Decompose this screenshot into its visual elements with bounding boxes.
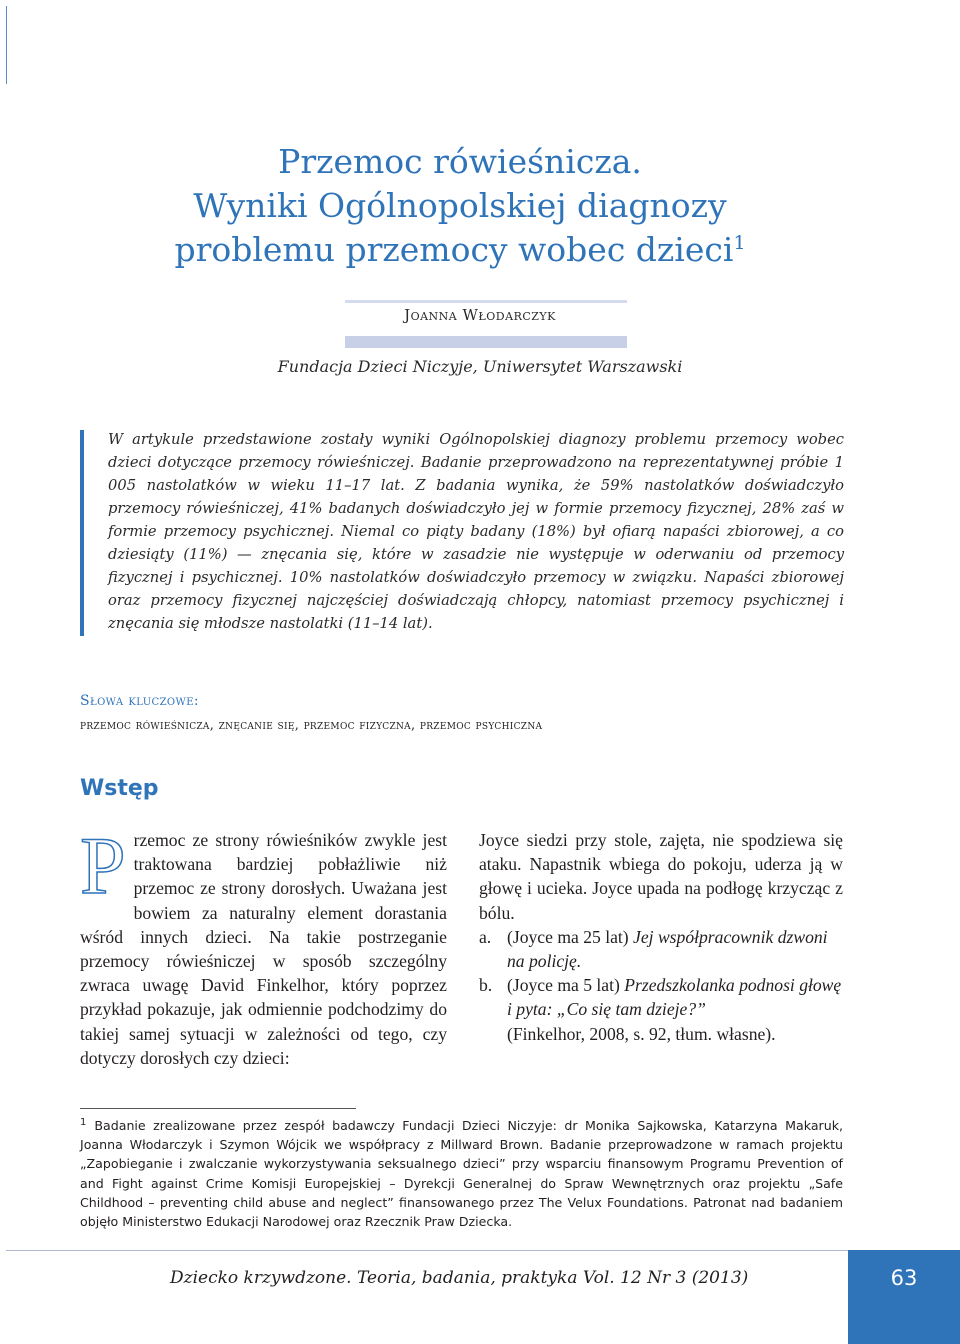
title-line-3: [0, 228, 920, 272]
quote-intro: Joyce siedzi przy stole, zajęta, nie spodziewa się ataku. Napastnik wbiega do pokoju, uderza ją w głowę i ucieka. Joyce upada na podłogę krzycząc z bólu.: [479, 830, 843, 923]
quote-item-b-text: [507, 973, 843, 1021]
quote-item-a: [479, 925, 843, 973]
page-number: 63: [890, 1266, 918, 1290]
quote-item-b: [479, 973, 843, 1021]
decorative-rule-thin: [345, 300, 627, 303]
drop-cap: P: [80, 820, 126, 911]
footer-rule: [6, 1250, 960, 1251]
title-footnote-ref: 1: [733, 232, 746, 254]
footnote-rule: [80, 1108, 356, 1109]
footnote-text: Badanie zrealizowane przez zespół badawczy Fundacji Dzieci Niczyje: dr Monika Sajkowska, Katarzyna Makaruk, Joanna Włodarczyk i Szymon Wójcik we współpracy z Millward Brown. Badanie przeprowadzone w ramach projektu „Zapobieganie i zwalczanie wykorzystywania seksualnego dzieci” przy wsparciu finansowym Programu Prevention of and Fight against Crime Komisji Europejskiej – Dyrekcji Generalnej do Spraw Wewnętrznych oraz projektu „Safe Childhood – preventing child abuse and neglect” finansowanego przez The Velux Foundations. Patronat nad badaniem objęło Ministerstwo Edukacji Narodowej oraz Rzecznik Praw Dziecka.: [80, 1118, 843, 1230]
footnote-number: 1: [80, 1116, 87, 1128]
abstract-accent-bar: [80, 430, 84, 636]
quote-item-a-text: [507, 925, 843, 973]
keywords-label: Słowa kluczowe:: [80, 693, 200, 709]
quote-item-a-italic: Jej współpracownik dzwoni na policję.: [507, 926, 828, 972]
journal-name: Dziecko krzywdzone. Teoria, badania, praktyka Vol. 12 Nr 3 (2013): [170, 1268, 749, 1288]
keywords-list: przemoc rówieśnicza, znęcanie się, przemoc fizyczna, przemoc psychiczna: [80, 718, 543, 733]
quote-item-b-label: b.: [479, 975, 493, 996]
article-title: [0, 140, 920, 272]
quote-item-b-prefix: (Joyce ma 5 lat): [507, 975, 625, 996]
author-name: Joanna Włodarczyk: [404, 306, 556, 324]
page-number-box: [848, 1250, 960, 1344]
title-line-2: Wyniki Ogólnopolskiej diagnozy: [193, 186, 727, 225]
decorative-rule-thick: [345, 336, 627, 348]
quote-citation: (Finkelhor, 2008, s. 92, tłum. własne).: [507, 1023, 776, 1044]
author-affiliation: Fundacja Dzieci Niczyje, Uniwersytet Warszawski: [277, 357, 683, 376]
title-line-1: Przemoc rówieśnicza.: [278, 142, 642, 181]
quote-item-b-italic: Przedszkolanka podnosi głowę i pyta: „Co się tam dzieje?”: [507, 975, 842, 1020]
abstract-text: W artykule przedstawione zostały wyniki Ogólnopolskiej diagnozy problemu przemocy wobec dzieci dotyczące przemocy rówieśniczej. Badanie przeprowadzono na reprezentatywnej próbie 1 005 nastolatków w wieku 11–17 lat. Z badania wynika, że 59% nastolatków doświadczyło przemocy rówieśniczej, 41% badanych doświadczyło jej w formie przemocy fizycznej, 28% zaś w formie przemocy psychicznej. Niemal co piąty badany (18%) był ofiarą napaści zbiorowej, a co dziesiąty (11%) — znęcania się, które w zasadzie nie występuje w oderwaniu od przemocy fizycznej i psychicznej. 10% nastolatków doświadczyło przemocy w związku. Napaści zbiorowej oraz przemocy fizycznej najczęściej doświadczają chłopcy, natomiast przemocy psychicznej i znęcania się młodsze nastolatki (11–14 lat).: [108, 431, 844, 632]
intro-paragraph: [80, 820, 447, 1070]
quote-item-a-prefix: (Joyce ma 25 lat): [507, 926, 634, 947]
intro-paragraph-text: rzemoc ze strony rówieśników zwykle jest traktowana bardziej pobłażliwie niż przemoc ze strony dorosłych. Uważana jest bowiem za naturalny element dorastania wśród innych dzieci. Na takie postrzeganie przemocy rówieśniczej w sposób szczególny zwraca uwagę David Finkelhor, który poprzez przykład pokazuje, jak odmiennie podchodzimy do takiej samej sytuacji w zależności od tego, czy dotyczy dorosłych czy dzieci:: [80, 830, 447, 1068]
section-heading: Wstęp: [80, 776, 159, 801]
title-line-3-text: problemu przemocy wobec dzieci: [174, 230, 734, 269]
quote-item-a-label: a.: [479, 926, 492, 947]
margin-edge-line: [6, 6, 7, 84]
quote-block: [479, 828, 843, 1046]
footnote: [80, 1116, 843, 1231]
